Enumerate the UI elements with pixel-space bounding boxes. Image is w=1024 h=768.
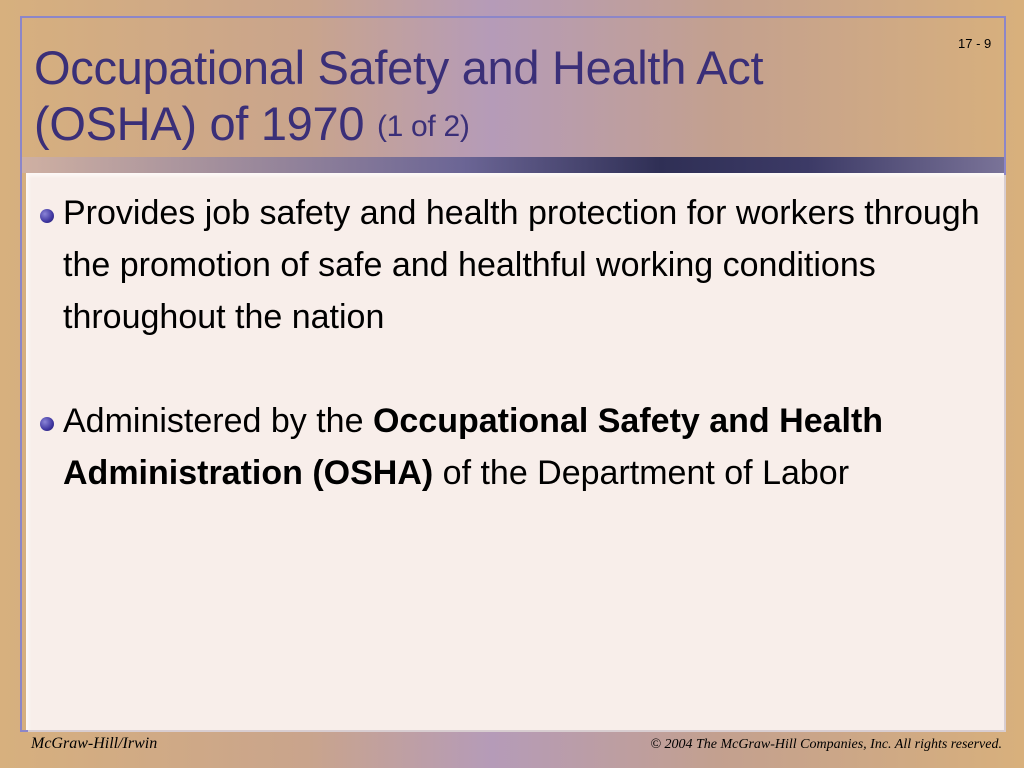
bullet-administered-by	[34, 395, 994, 499]
bullet-dot-icon	[40, 209, 54, 223]
slide-title-line-2: (OSHA) of 1970	[34, 97, 365, 150]
bullet-administered-suffix: of the Department of Labor	[433, 454, 850, 492]
bullet-list	[34, 187, 994, 499]
footer-copyright: © 2004 The McGraw-Hill Companies, Inc. All rights reserved.	[650, 737, 1002, 752]
bullet-job-safety-text: Provides job safety and health protection for workers through the promotion of safe and healthful working conditions throughout the nation	[63, 194, 980, 336]
slide-title	[34, 40, 763, 155]
title-divider	[22, 157, 1004, 173]
bullet-job-safety	[34, 187, 994, 343]
slide-number: 17 - 9	[958, 36, 992, 51]
footer-publisher: McGraw-Hill/Irwin	[31, 735, 158, 752]
bullet-administered-agency: Occupational Safety and Health Administration (OSHA)	[63, 402, 884, 492]
slide-title-part-note: (1 of 2)	[376, 110, 470, 143]
bullet-dot-icon	[40, 417, 54, 431]
bullet-administered-prefix: Administered by the	[63, 402, 373, 440]
slide-title-line-1: Occupational Safety and Health Act	[34, 41, 764, 94]
